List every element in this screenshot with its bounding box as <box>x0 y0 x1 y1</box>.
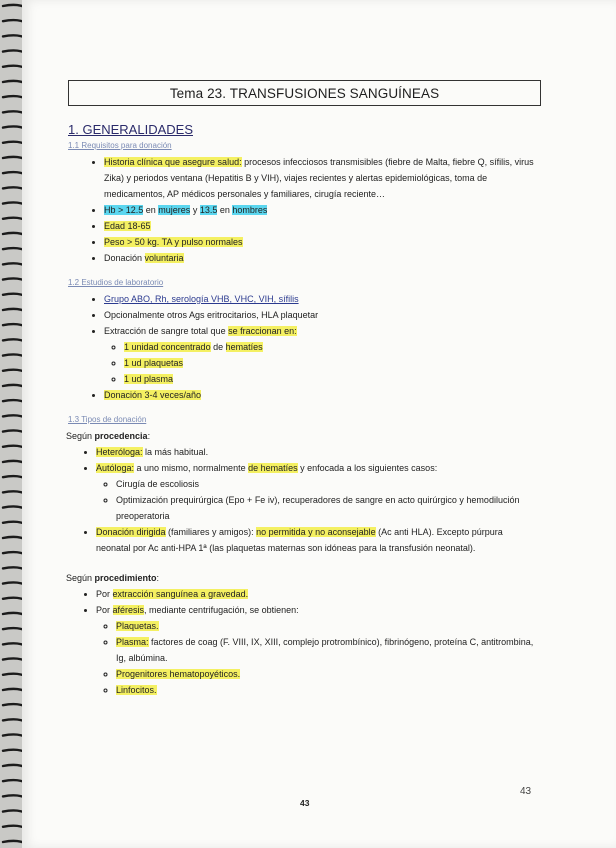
list-item: • Por extracción sanguínea a gravedad. <box>96 586 536 602</box>
page-number-right: 43 <box>520 786 532 797</box>
requisitos-list <box>66 154 536 266</box>
list-item: • Extracción de sangre total que se fraccionan en: ◦ 1 unidad concentrado de hematíes ◦ 1 ud plaquetas ◦ 1 ud plasma <box>104 323 536 387</box>
list-item: • Historia clínica que asegure salud: procesos infecciosos transmisibles (fiebre de Malta, fiebre Q, sífilis, virus Zika) y periodos ventana (Hepatitis B y VIH), viajes recientes y alertas epidemiológicas, toma de medicamentos, AP médicos personales y familiares, cirugía reciente… <box>104 154 536 202</box>
list-item: ◦ Cirugía de escoliosis <box>116 476 536 492</box>
page-title: Tema 23. TRANSFUSIONES SANGUÍNEAS <box>169 85 440 101</box>
list-item: ◦ 1 ud plaquetas <box>124 355 536 371</box>
list-item: • Donación voluntaria <box>104 250 536 266</box>
page-title-box <box>68 80 541 106</box>
page-number-center: 43 <box>300 798 310 808</box>
procedimiento-list <box>66 586 536 698</box>
subsection-heading-tipos: 1.3 Tipos de donación <box>68 415 147 424</box>
estudios-list <box>66 291 536 403</box>
list-item: ◦ 1 unidad concentrado de hematíes <box>124 339 536 355</box>
list-item: • Opcionalmente otros Ags eritrocitarios, HLA plaquetar <box>104 307 536 323</box>
list-item: • Donación dirigida (familiares y amigos): no permitida y no aconsejable (Ac anti HLA). Excepto púrpura neonatal por Ac anti-HPA 1ª (las plaquetas maternas son idóneas para la transfusión neonatal). <box>96 524 536 556</box>
list-item: • Grupo ABO, Rh, serología VHB, VHC, VIH, sífilis <box>104 291 536 307</box>
list-item: • Heteróloga: la más habitual. <box>96 444 536 460</box>
list-item: • Edad 18-65 <box>104 218 536 234</box>
document-body <box>66 118 536 698</box>
list-item: • Peso > 50 kg. TA y pulso normales <box>104 234 536 250</box>
list-item: ◦ Linfocitos. <box>116 682 536 698</box>
subsection-heading-requisitos: 1.1 Requisitos para donación <box>68 141 172 150</box>
list-item: ◦ Plaquetas. <box>116 618 536 634</box>
list-item: ◦ Optimización prequirúrgica (Epo + Fe iv), recuperadores de sangre en acto quirúrgico y hemodilución preoperatoria <box>116 492 536 524</box>
subsection-heading-estudios: 1.2 Estudios de laboratorio <box>68 278 164 287</box>
list-item: ◦ 1 ud plasma <box>124 371 536 387</box>
procedimiento-label: Según procedimiento: <box>66 573 160 583</box>
fraccion-list <box>104 339 536 387</box>
aferesis-list <box>96 618 536 698</box>
list-item: • Por aféresis, mediante centrifugación, se obtienen: ◦ Plaquetas. ◦ Plasma: factores de coag (F. VIII, IX, XIII, complejo protrombínico), fibrinógeno, proteína C, antitrombina, Ig, albúmina. ◦ Progenitores hematopoyéticos. ◦ Linfocitos. <box>96 602 536 698</box>
procedencia-label: Según procedencia: <box>66 431 151 441</box>
list-item: • Donación 3-4 veces/año <box>104 387 536 403</box>
autologa-list <box>96 476 536 524</box>
section-heading-generalidades: 1. GENERALIDADES <box>68 122 193 137</box>
list-item: ◦ Plasma: factores de coag (F. VIII, IX, XIII, complejo protrombínico), fibrinógeno, proteína C, antitrombina, Ig, albúmina. <box>116 634 536 666</box>
procedencia-list <box>66 444 536 556</box>
list-item: • Autóloga: a uno mismo, normalmente de hematíes y enfocada a los siguientes casos: ◦ Cirugía de escoliosis ◦ Optimización prequirúrgica (Epo + Fe iv), recuperadores de sangre en acto quirúrgico y hemodilución preoperatoria <box>96 460 536 524</box>
list-item: ◦ Progenitores hematopoyéticos. <box>116 666 536 682</box>
list-item: • Hb > 12.5 en mujeres y 13.5 en hombres <box>104 202 536 218</box>
